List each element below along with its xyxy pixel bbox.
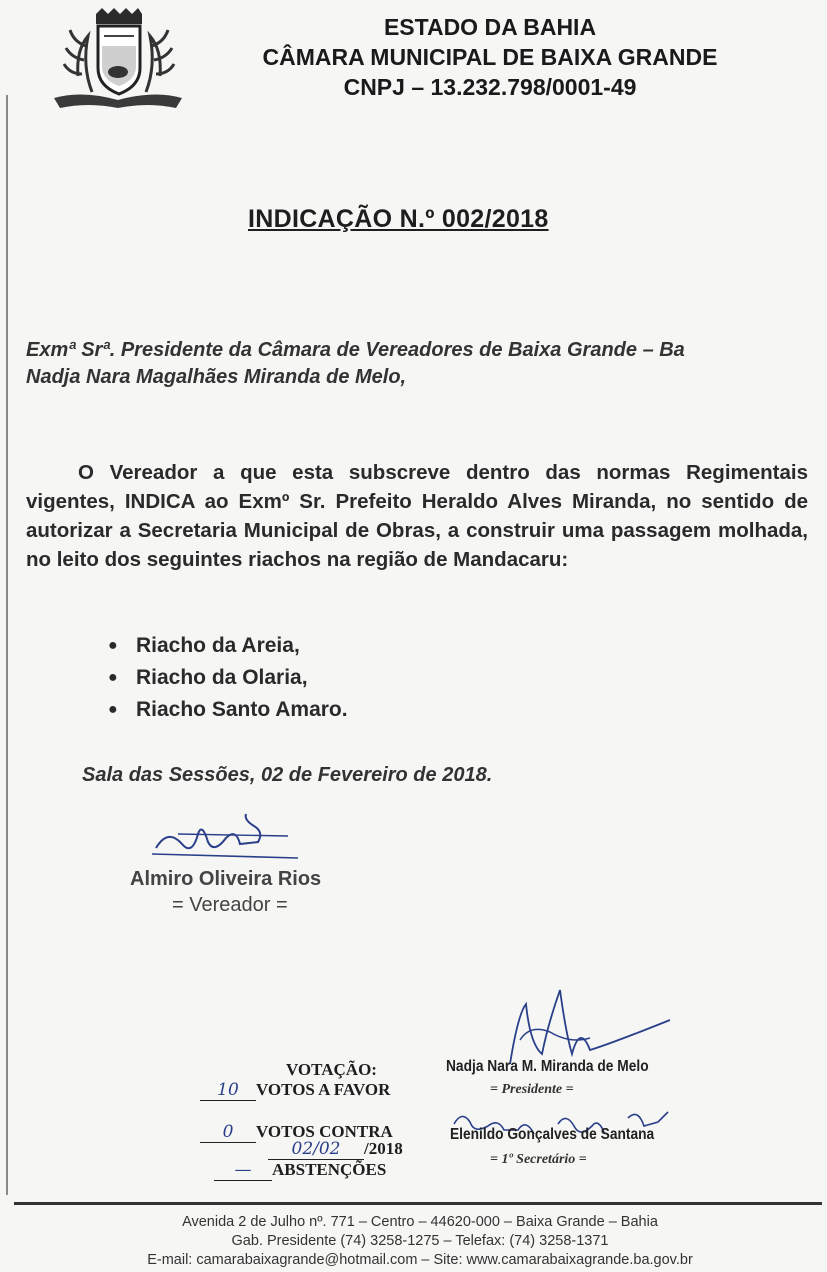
abstentions <box>214 1160 386 1181</box>
president-role: = Presidente = <box>490 1082 574 1097</box>
municipal-coat-of-arms <box>52 6 184 110</box>
secretary-role: = 1º Secretário = <box>490 1152 587 1167</box>
body-paragraph <box>26 458 808 574</box>
favor-label: VOTOS A FAVOR <box>256 1080 391 1099</box>
list-item: ● Riacho da Olaria, <box>108 662 348 694</box>
body-text: O Vereador a que esta subscreve dentro das normas Regimentais vigentes, INDICA ao Exmº Sr. Prefeito Heraldo Alves Miranda, no sentido de autorizar a Secretaria Municipal de Obras, a construir uma passagem molhada, no leito dos seguintes riachos na região de Mandacaru: <box>26 461 808 571</box>
document-title: INDICAÇÃO N.º 002/2018 <box>248 205 549 233</box>
bullet-icon: ● <box>108 701 118 718</box>
list-item: ● Riacho Santo Amaro. <box>108 694 348 726</box>
bullet-icon: ● <box>108 669 118 686</box>
votes-favor <box>200 1080 390 1101</box>
list-item: ● Riacho da Areia, <box>108 630 348 662</box>
addressee-line-1: Exmª Srª. Presidente da Câmara de Vereadores de Baixa Grande – Ba <box>26 339 685 361</box>
state-name: ESTADO DA BAHIA <box>383 14 597 40</box>
footer-divider <box>14 1202 822 1205</box>
addressee <box>26 337 685 391</box>
contra-label: VOTOS CONTRA <box>256 1122 393 1141</box>
signer-role: = Vereador = <box>172 894 288 916</box>
favor-count: 10 <box>217 1080 239 1100</box>
signer-name: Almiro Oliveira Rios <box>130 868 322 890</box>
chamber-name: CÂMARA MUNICIPAL DE BAIXA GRANDE <box>262 44 718 70</box>
cnpj: CNPJ – 13.232.798/0001-49 <box>343 74 637 100</box>
footer-address: Avenida 2 de Julho nº. 771 – Centro – 44620-000 – Baixa Grande – Bahia <box>182 1214 658 1230</box>
riacho-list <box>108 630 348 726</box>
voting-date <box>268 1139 403 1160</box>
abstention-label: ABSTENÇÕES <box>272 1160 387 1179</box>
vereador-signature <box>148 808 318 868</box>
voting-date-year: /2018 <box>364 1139 403 1158</box>
voting-title: VOTAÇÃO: <box>286 1060 377 1079</box>
president-name: Nadja Nara M. Miranda de Melo <box>446 1058 649 1075</box>
bullet-icon: ● <box>108 637 118 654</box>
secretary-name: Elenildo Gonçalves de Santana <box>450 1126 655 1143</box>
page-edge-shadow <box>6 95 8 1195</box>
session-date: Sala das Sessões, 02 de Fevereiro de 2018. <box>82 764 493 786</box>
letterhead <box>200 12 780 102</box>
addressee-line-2: Nadja Nara Magalhães Miranda de Melo, <box>26 366 407 388</box>
contra-count: 0 <box>222 1122 234 1142</box>
footer <box>40 1213 800 1270</box>
footer-phones: Gab. Presidente (74) 3258-1275 – Telefax: (74) 3258-1371 <box>231 1233 609 1249</box>
voting-date-handwritten: 02/02 <box>291 1139 341 1159</box>
footer-contact: E-mail: camarabaixagrande@hotmail.com – Site: www.camarabaixagrande.ba.gov.br <box>147 1252 693 1268</box>
abstention-count: — <box>234 1160 252 1180</box>
